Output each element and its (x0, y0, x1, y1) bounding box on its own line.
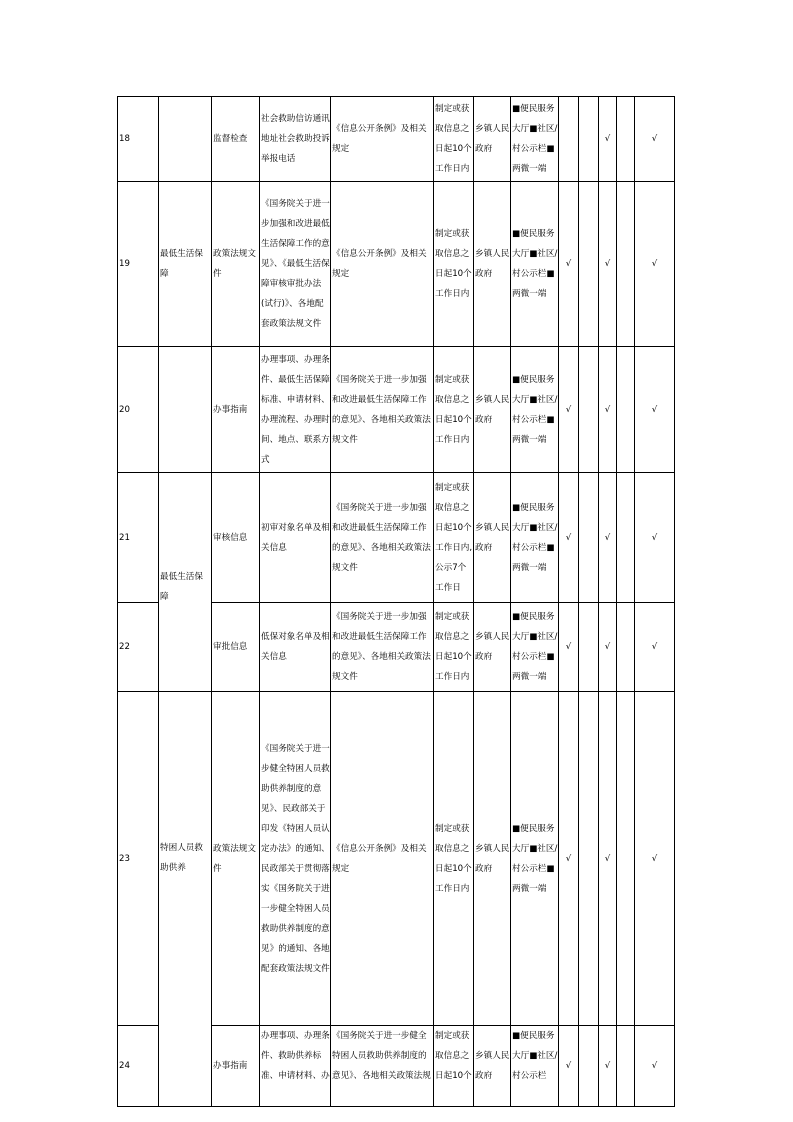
time-cell: 制定或获取信息之日起10个工作日内 (434, 603, 474, 692)
content-cell: 社会救助信访通讯地址社会救助投诉举报电话 (260, 97, 331, 182)
item-cell: 办事指南 (212, 1026, 260, 1107)
row-number: 21 (118, 473, 159, 603)
item-cell: 审核信息 (212, 473, 260, 603)
basis-cell: 《国务院关于进一步加强和改进最低生活保障工作的意见》、各地相关政策法规文件 (331, 473, 434, 603)
row-number: 19 (118, 182, 159, 347)
disclosure-table (117, 96, 675, 1107)
channel-cell: ■便民服务大厅■社区/村公示栏■两微一端 (511, 473, 559, 603)
basis-cell: 《信息公开条例》及相关规定 (331, 97, 434, 182)
time-cell: 制定或获取信息之日起10个工作日内,公示7个工作日 (434, 473, 474, 603)
row-number: 18 (118, 97, 159, 182)
check-mark: √ (635, 182, 675, 347)
content-cell: 办理事项、办理条件、救助供养标准、申请材料、办 (260, 1026, 331, 1107)
check-mark: √ (599, 603, 617, 692)
check-mark: √ (559, 1026, 579, 1107)
time-cell: 制定或获取信息之日起10个工作日内 (434, 182, 474, 347)
subject-cell: 乡镇人民政府 (474, 473, 511, 603)
subject-cell: 乡镇人民政府 (474, 182, 511, 347)
category-cell: 最低生活保障 (159, 182, 212, 347)
channel-cell: ■便民服务大厅■社区/村公示栏■两微一端 (511, 347, 559, 473)
check-mark: √ (559, 603, 579, 692)
check-mark: √ (559, 473, 579, 603)
item-cell: 审批信息 (212, 603, 260, 692)
check-mark: √ (635, 692, 675, 1026)
check-mark (579, 603, 599, 692)
check-mark (579, 347, 599, 473)
item-cell: 政策法规文件 (212, 182, 260, 347)
category-cell (159, 97, 212, 182)
table-row (118, 692, 675, 1026)
check-mark (579, 97, 599, 182)
check-mark: √ (635, 97, 675, 182)
check-mark: √ (599, 473, 617, 603)
category-cell: 最低生活保障 (159, 473, 212, 692)
table-row (118, 97, 675, 182)
check-mark: √ (635, 473, 675, 603)
time-cell: 制定或获取信息之日起10个工作日内 (434, 347, 474, 473)
content-cell: 初审对象名单及相关信息 (260, 473, 331, 603)
check-mark (617, 603, 635, 692)
row-number: 20 (118, 347, 159, 473)
check-mark (617, 1026, 635, 1107)
item-cell: 办事指南 (212, 347, 260, 473)
item-cell: 政策法规文件 (212, 692, 260, 1026)
check-mark: √ (635, 347, 675, 473)
table-row (118, 182, 675, 347)
content-cell: 低保对象名单及相关信息 (260, 603, 331, 692)
subject-cell: 乡镇人民政府 (474, 1026, 511, 1107)
check-mark (559, 97, 579, 182)
channel-cell: ■便民服务大厅■社区/村公示栏■两微一端 (511, 603, 559, 692)
time-cell: 制定或获取信息之日起10个 (434, 1026, 474, 1107)
check-mark: √ (559, 182, 579, 347)
content-cell: 《国务院关于进一步加强和改进最低生活保障工作的意见》、《最低生活保障审核审批办法(试行)》、各地配套政策法规文件 (260, 182, 331, 347)
category-cell (159, 347, 212, 473)
channel-cell: ■便民服务大厅■社区/村公示栏■两微一端 (511, 97, 559, 182)
row-number: 23 (118, 692, 159, 1026)
check-mark: √ (599, 347, 617, 473)
content-cell: 《国务院关于进一步健全特困人员救助供养制度的意见》、民政部关于印发《特困人员认定办法》的通知、民政部关于贯彻落实《国务院关于进一步健全特困人员救助供养制度的意见》的通知、各地配套政策法规文件 (260, 692, 331, 1026)
subject-cell: 乡镇人民政府 (474, 97, 511, 182)
check-mark: √ (559, 692, 579, 1026)
channel-cell: ■便民服务大厅■社区/村公示栏 (511, 1026, 559, 1107)
check-mark (617, 182, 635, 347)
basis-cell: 《国务院关于进一步加强和改进最低生活保障工作的意见》、各地相关政策法规文件 (331, 603, 434, 692)
check-mark (579, 473, 599, 603)
subject-cell: 乡镇人民政府 (474, 692, 511, 1026)
table-row (118, 347, 675, 473)
time-cell: 制定或获取信息之日起10个工作日内 (434, 692, 474, 1026)
check-mark: √ (635, 1026, 675, 1107)
content-cell: 办理事项、办理条件、最低生活保障标准、申请材料、办理流程、办理时间、地点、联系方式 (260, 347, 331, 473)
check-mark (617, 347, 635, 473)
check-mark: √ (559, 347, 579, 473)
check-mark: √ (599, 692, 617, 1026)
channel-cell: ■便民服务大厅■社区/村公示栏■两微一端 (511, 182, 559, 347)
time-cell: 制定或获取信息之日起10个工作日内 (434, 97, 474, 182)
basis-cell: 《信息公开条例》及相关规定 (331, 182, 434, 347)
item-cell: 监督检查 (212, 97, 260, 182)
table-row (118, 473, 675, 603)
subject-cell: 乡镇人民政府 (474, 347, 511, 473)
check-mark (617, 473, 635, 603)
basis-cell: 《国务院关于进一步健全特困人员救助供养制度的意见》、各地相关政策法规 (331, 1026, 434, 1107)
basis-cell: 《国务院关于进一步加强和改进最低生活保障工作的意见》、各地相关政策法规文件 (331, 347, 434, 473)
check-mark (579, 182, 599, 347)
category-cell: 特困人员救助供养 (159, 692, 212, 1107)
check-mark: √ (599, 182, 617, 347)
row-number: 24 (118, 1026, 159, 1107)
subject-cell: 乡镇人民政府 (474, 603, 511, 692)
check-mark (617, 692, 635, 1026)
channel-cell: ■便民服务大厅■社区/村公示栏■两微一端 (511, 692, 559, 1026)
check-mark (617, 97, 635, 182)
check-mark: √ (599, 97, 617, 182)
check-mark: √ (599, 1026, 617, 1107)
check-mark (579, 692, 599, 1026)
check-mark: √ (635, 603, 675, 692)
basis-cell: 《信息公开条例》及相关规定 (331, 692, 434, 1026)
row-number: 22 (118, 603, 159, 692)
check-mark (579, 1026, 599, 1107)
